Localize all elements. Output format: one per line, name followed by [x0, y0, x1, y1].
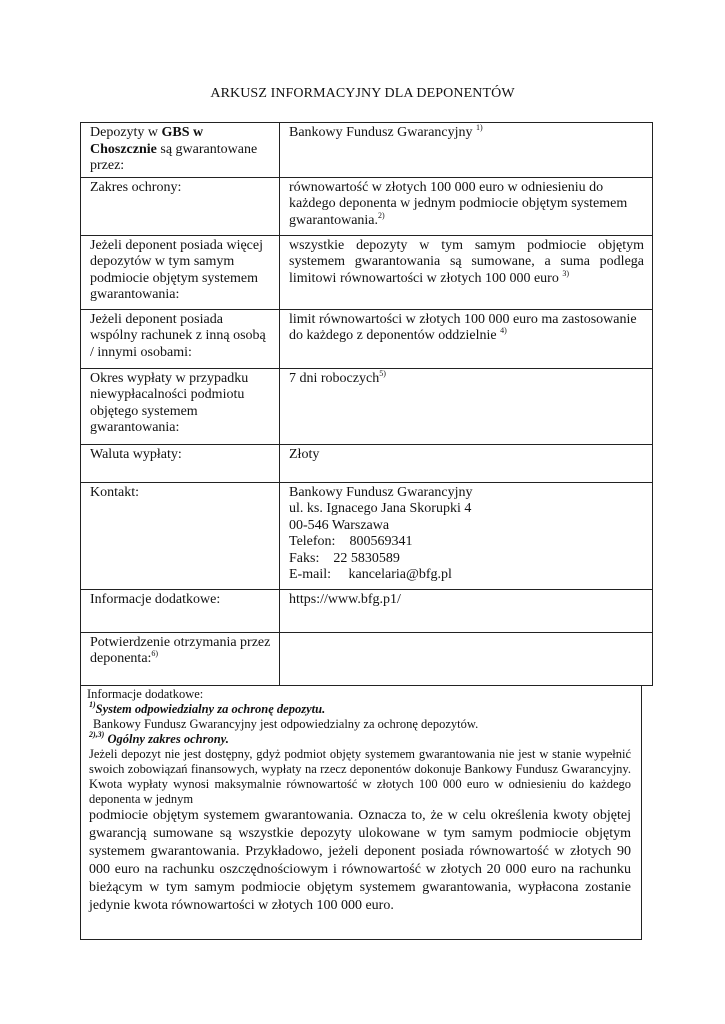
payout-period-label: Okres wypłaty w przypadku niewypłacalności podmiotu objętego systemem gwarantowania:: [81, 368, 280, 444]
row-contact: [81, 482, 653, 589]
contact-street: ul. ks. Ignacego Jana Skorupki 4: [289, 501, 472, 516]
footnote-1-text: Bankowy Fundusz Gwarancyjny jest odpowiedzialny za ochronę depozytów.: [93, 717, 479, 731]
row-multiple-deposits: [81, 235, 653, 309]
contact-org: Bankowy Fundusz Gwarancyjny: [289, 484, 473, 500]
additional-info-link[interactable]: https://www.bfg.p1/: [280, 589, 653, 632]
coverage-value: [280, 177, 653, 235]
row-guarantor: [81, 123, 653, 178]
info-table: [80, 122, 653, 686]
row-joint-account: [81, 309, 653, 368]
footnote-1-title: [89, 702, 631, 717]
joint-account-value: [280, 309, 653, 368]
footnote-2-heading: Ogólny zakres ochrony: [107, 732, 226, 746]
currency-value: Złoty: [280, 444, 653, 482]
row-additional-info: [81, 589, 653, 632]
coverage-text: równowartość w złotych 100 000 euro w odniesieniu do każdego deponenta w jednym podmiocie objętym systemem gwarantowania.: [289, 179, 628, 228]
contact-phone: Telefon: 800569341: [289, 534, 413, 549]
footnote-2-text-part2: podmiocie objętym systemem gwarantowania. Oznacza to, że w celu określenia kwoty objętej gwarancją sumowane są wszystkie depozyty ulokowane w tym samym podmiocie objętym systemem gwarantowania. Przykładowo, jeżeli deponent posiada równowartość w złotych 90 000 euro na rachunku oszczędnościowym i równowartość w złotych 20 000 euro na rachunku bieżącym w tym samym podmiocie objętym systemem gwarantowania, wypłacona zostanie jedynie kwota równowartości w złotych 100 000 euro.: [89, 808, 631, 913]
footnote-2-title: [89, 732, 631, 747]
bank-name-part2: Choszcznie: [90, 141, 157, 157]
currency-label: Waluta wypłaty:: [81, 444, 280, 482]
contact-city: 00-546 Warszawa: [289, 517, 390, 533]
guarantor-name: Bankowy Fundusz Gwarancyjny: [289, 125, 473, 140]
guarantor-label-prefix: Depozyty w: [90, 125, 162, 140]
guarantor-label-suffix: są gwarantowane przez:: [90, 141, 258, 173]
contact-email: E-mail: kancelaria@bfg.pl: [289, 567, 452, 582]
payout-period-value: [280, 368, 653, 444]
bank-name-part1: GBS w: [161, 125, 204, 140]
row-confirmation: [81, 632, 653, 685]
contact-value: [280, 482, 653, 589]
footnote-ref: 3): [562, 268, 570, 278]
multiple-deposits-label: Jeżeli deponent posiada więcej depozytów w tym samym podmiocie objętym systemem gwarantowania:: [81, 235, 280, 309]
footnote-ref: 5): [379, 368, 386, 378]
footnote-1-dot: .: [322, 702, 326, 716]
contact-label: Kontakt:: [81, 482, 280, 589]
row-currency: [81, 444, 653, 482]
footnote-ref: 6): [151, 649, 159, 658]
footnote-2-dot: .: [225, 732, 229, 746]
guarantor-value: [280, 123, 653, 178]
multiple-deposits-text: wszystkie depozyty w tym samym podmiocie objętym systemem gwarantowania są sumowane, a suma podlega limitowi równowartości w złotych 100 000 euro: [289, 237, 644, 286]
footnote-ref: 4): [500, 326, 507, 335]
footnote-ref: 2): [378, 210, 385, 220]
contact-fax: Faks: 22 5830589: [289, 550, 400, 566]
footnote-1-marker: 1): [89, 700, 96, 709]
footnote-2-marker: 2),3): [89, 730, 105, 739]
row-coverage: [81, 177, 653, 235]
confirmation-signature-field[interactable]: [280, 632, 653, 685]
multiple-deposits-value: [280, 235, 653, 309]
footnotes-section: [80, 685, 642, 940]
footnote-1-heading: System odpowiedzialny za ochronę depozytu: [95, 702, 323, 716]
page-title: ARKUSZ INFORMACYJNY DLA DEPONENTÓW: [210, 86, 515, 101]
joint-account-label: Jeżeli deponent posiada wspólny rachunek z inną osobą / innymi osobami:: [81, 309, 280, 368]
footnotes-heading: Informacje dodatkowe:: [87, 687, 204, 701]
row-payout-period: [81, 368, 653, 444]
footnote-2-text-part1: Jeżeli depozyt nie jest dostępny, gdyż podmiot objęty systemem gwarantowania nie jest w stanie wypełnić swoich zobowiązań finansowych, wypłaty na rzecz deponentów dokonuje Bankowy Fundusz Gwarancyjny. Kwota wypłaty wynosi maksymalnie równowartość w złotych 100 000 euro w odniesieniu do każdego deponenta w jednym: [89, 747, 631, 806]
additional-info-label: Informacje dodatkowe:: [81, 589, 280, 632]
confirmation-text: Potwierdzenie otrzymania przez deponenta:: [90, 634, 271, 666]
payout-period-text: 7 dni roboczych: [289, 370, 380, 386]
footnote-ref: 1): [476, 123, 483, 132]
joint-account-text: limit równowartości w złotych 100 000 euro ma zastosowanie do każdego z deponentów oddzielnie: [289, 311, 637, 343]
confirmation-label: [81, 632, 280, 685]
coverage-label: Zakres ochrony:: [81, 177, 280, 235]
guarantor-label: [81, 123, 280, 178]
